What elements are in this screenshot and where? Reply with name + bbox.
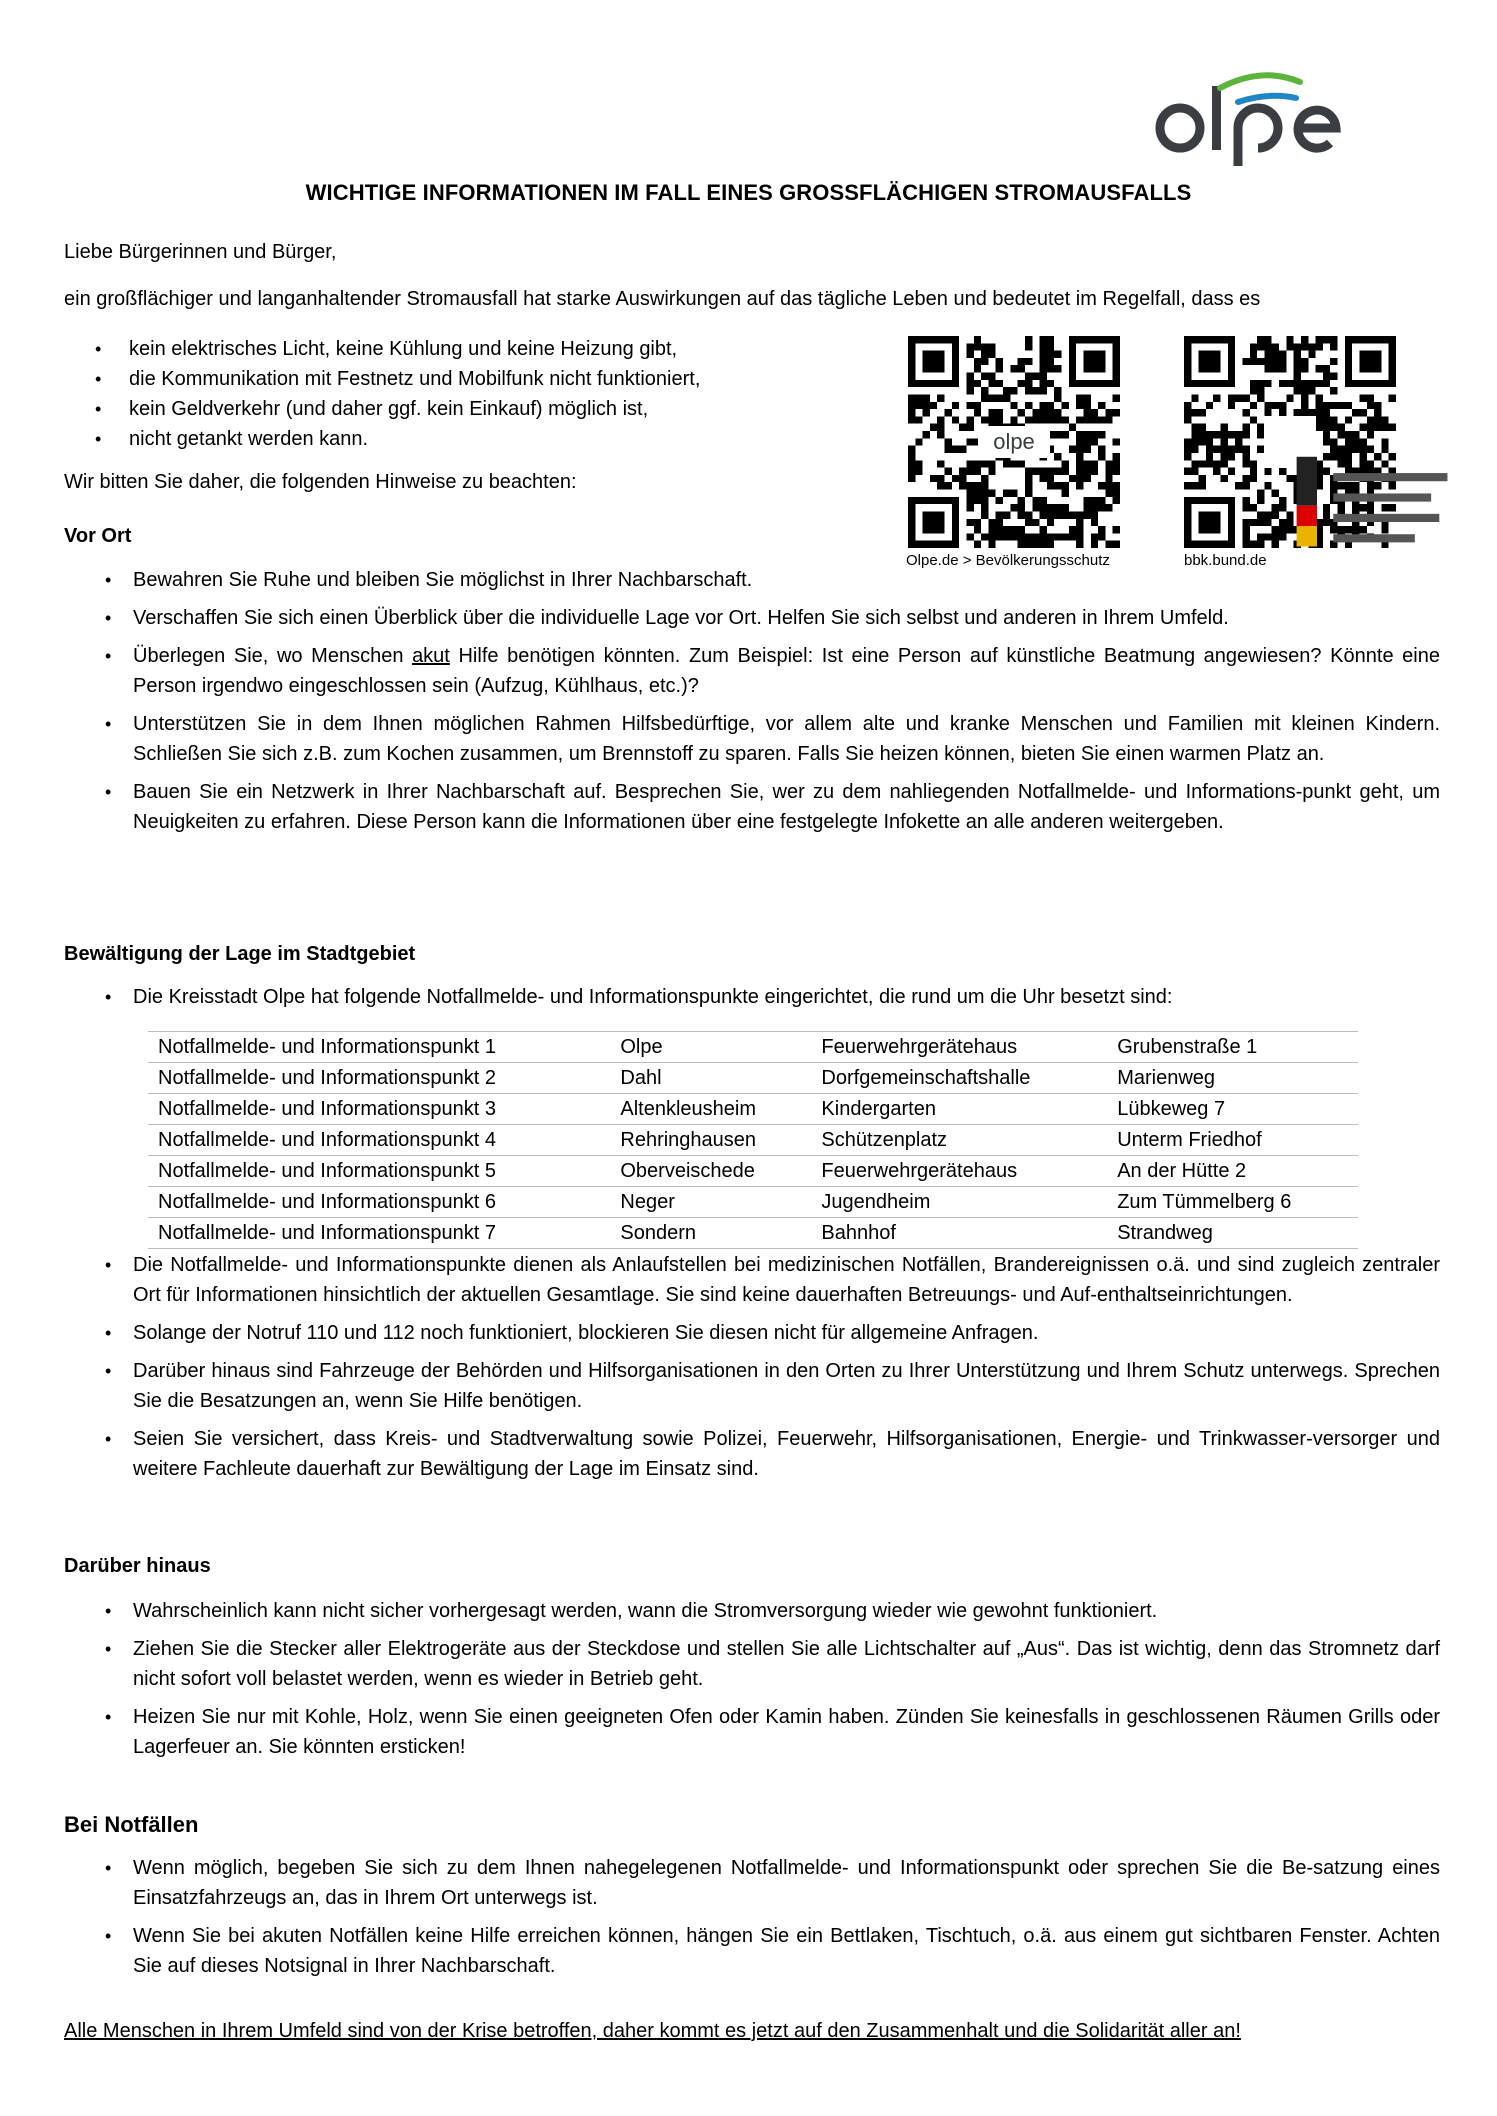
table-row <box>148 1218 1358 1249</box>
address-cell: Lübkeweg 7 <box>1107 1094 1358 1125</box>
table-row <box>148 1063 1358 1094</box>
facility-cell: Feuerwehrgerätehaus <box>811 1156 1107 1187</box>
impact-item: • kein Geldverkehr (und daher ggf. kein Einkauf) möglich ist, <box>95 394 700 424</box>
olpe-logo <box>1150 68 1365 168</box>
impact-list <box>95 334 700 454</box>
facility-cell: Dorfgemeinschaftshalle <box>811 1063 1107 1094</box>
location-cell: Olpe <box>610 1032 811 1063</box>
federal-eagle-icon <box>1264 416 1316 468</box>
address-cell: Grubenstraße 1 <box>1107 1032 1358 1063</box>
list-item: • Ziehen Sie die Stecker aller Elektrogeräte aus der Steckdose und stellen Sie alle Lichtschalter auf „Aus“. Das ist wichtig, denn das Stromnetz darf nicht sofort voll belastet werden, wenn es wieder in Betrieb geht. <box>105 1634 1440 1694</box>
point-name-cell: Notfallmelde- und Informationspunkt 4 <box>148 1125 610 1156</box>
request-text: Wir bitten Sie daher, die folgenden Hinweise zu beachten: <box>64 471 577 493</box>
list-item: • Wahrscheinlich kann nicht sicher vorhergesagt werden, wann die Stromversorgung wieder wie gewohnt funktioniert. <box>105 1596 1440 1626</box>
point-name-cell: Notfallmelde- und Informationspunkt 2 <box>148 1063 610 1094</box>
table-row <box>148 1156 1358 1187</box>
closing-statement: Alle Menschen in Ihrem Umfeld sind von der Krise betroffen, daher kommt es jetzt auf den Zusammenhalt und die Solidarität aller an! <box>64 2020 1241 2042</box>
table-row <box>148 1032 1358 1063</box>
greeting: Liebe Bürgerinnen und Bürger, <box>64 241 337 263</box>
location-cell: Sondern <box>610 1218 811 1249</box>
list-item: • Seien Sie versichert, dass Kreis- und Stadtverwaltung sowie Polizei, Feuerwehr, Hilfsorganisationen, Energie- und Trinkwasser-versorger und weitere Fachleute dauerhaft zur Bewältigung der Lage im Einsatz sind. <box>105 1424 1440 1484</box>
heading-bei-notfaellen: Bei Notfällen <box>64 1812 199 1837</box>
impact-item: • die Kommunikation mit Festnetz und Mobilfunk nicht funktioniert, <box>95 364 700 394</box>
table-row <box>148 1187 1358 1218</box>
list-item: • Heizen Sie nur mit Kohle, Holz, wenn Sie einen geeigneten Ofen oder Kamin haben. Zünden Sie keinesfalls in geschlossenen Räumen Grills oder Lagerfeuer an. Sie könnten ersticken! <box>105 1702 1440 1762</box>
heading-stadtgebiet: Bewältigung der Lage im Stadtgebiet <box>64 943 416 965</box>
facility-cell: Kindergarten <box>811 1094 1107 1125</box>
heading-darueber-hinaus: Darüber hinaus <box>64 1555 211 1577</box>
location-cell: Neger <box>610 1187 811 1218</box>
address-cell: Unterm Friedhof <box>1107 1125 1358 1156</box>
intro-text: ein großflächiger und langanhaltender Stromausfall hat starke Auswirkungen auf das tägliche Leben und bedeutet im Regelfall, dass es <box>64 288 1261 310</box>
darueber-list <box>105 1596 1440 1762</box>
location-cell: Oberveischede <box>610 1156 811 1187</box>
list-item: • Bauen Sie ein Netzwerk in Ihrer Nachbarschaft auf. Besprechen Sie, wer zu dem nahliegenden Notfallmelde- und Informations-punkt geht, um Neuigkeiten zu erfahren. Diese Person kann die Informationen über eine festgelegte Infokette an alle anderen weitergeben. <box>105 777 1440 837</box>
point-name-cell: Notfallmelde- und Informationspunkt 1 <box>148 1032 610 1063</box>
emphasis-akut: akut <box>412 645 450 667</box>
stadtgebiet-intro-list <box>105 982 1440 1012</box>
vor-ort-list <box>105 565 1440 837</box>
facility-cell: Bahnhof <box>811 1218 1107 1249</box>
list-item: • Wenn möglich, begeben Sie sich zu dem Ihnen nahegelegenen Notfallmelde- und Informationspunkt oder sprechen Sie die Be-satzung eines Einsatzfahrzeugs an, das in Ihrem Ort unterwegs ist. <box>105 1853 1440 1913</box>
impact-item: • kein elektrisches Licht, keine Kühlung und keine Heizung gibt, <box>95 334 700 364</box>
facility-cell: Feuerwehrgerätehaus <box>811 1032 1107 1063</box>
page-title: WICHTIGE INFORMATIONEN IM FALL EINES GROSSFLÄCHIGEN STROMAUSFALLS <box>305 180 1192 205</box>
point-name-cell: Notfallmelde- und Informationspunkt 7 <box>148 1218 610 1249</box>
list-item: • Solange der Notruf 110 und 112 noch funktioniert, blockieren Sie diesen nicht für allgemeine Anfragen. <box>105 1318 1440 1348</box>
list-item: • Darüber hinaus sind Fahrzeuge der Behörden und Hilfsorganisationen in den Orten zu Ihrer Unterstützung und Ihrem Schutz unterwegs. Sprechen Sie die Besatzungen an, wenn Sie Hilfe benötigen. <box>105 1356 1440 1416</box>
location-cell: Dahl <box>610 1063 811 1094</box>
location-cell: Rehringhausen <box>610 1125 811 1156</box>
qr-caption-olpe: Olpe.de > Bevölkerungsschutz <box>906 552 1110 569</box>
table-row <box>148 1094 1358 1125</box>
address-cell: An der Hütte 2 <box>1107 1156 1358 1187</box>
address-cell: Strandweg <box>1107 1218 1358 1249</box>
point-name-cell: Notfallmelde- und Informationspunkt 6 <box>148 1187 610 1218</box>
list-item: • Die Notfallmelde- und Informationspunkte dienen als Anlaufstellen bei medizinischen Notfällen, Brandereignissen o.ä. und sind zugleich zentraler Ort für Informationen hinsichtlich der aktuellen Gesamtlage. Sie sind keine dauerhaften Betreuungs- und Auf-enthaltseinrichtungen. <box>105 1250 1440 1310</box>
qr-code-bbk[interactable] <box>1184 336 1396 548</box>
list-item: • Die Kreisstadt Olpe hat folgende Notfallmelde- und Informationspunkte eingerichtet, die rund um die Uhr besetzt sind: <box>105 982 1440 1012</box>
address-cell: Zum Tümmelberg 6 <box>1107 1187 1358 1218</box>
notfaelle-list <box>105 1853 1440 1981</box>
table-row <box>148 1125 1358 1156</box>
impact-item: • nicht getankt werden kann. <box>95 424 700 454</box>
list-item: • Unterstützen Sie in dem Ihnen möglichen Rahmen Hilfsbedürftige, vor allem alte und kranke Menschen und Familien mit kleinen Kindern. Schließen Sie sich z.B. zum Kochen zusammen, um Brennstoff zu sparen. Falls Sie heizen können, bieten Sie einen warmen Platz an. <box>105 709 1440 769</box>
list-item: • Bewahren Sie Ruhe und bleiben Sie möglichst in Ihrer Nachbarschaft. <box>105 565 1440 595</box>
stadtgebiet-list <box>105 1250 1440 1484</box>
location-cell: Altenkleusheim <box>610 1094 811 1125</box>
heading-vor-ort: Vor Ort <box>64 525 132 547</box>
point-name-cell: Notfallmelde- und Informationspunkt 3 <box>148 1094 610 1125</box>
list-item: • Überlegen Sie, wo Menschen akut Hilfe benötigen könnten. Zum Beispiel: Ist eine Person auf künstliche Beatmung angewiesen? Könnte eine Person irgendwo eingeschlossen sein (Aufzug, Kühlhaus, etc.)? <box>105 641 1440 701</box>
list-item: • Verschaffen Sie sich einen Überblick über die individuelle Lage vor Ort. Helfen Sie sich selbst und anderen in Ihrem Umfeld. <box>105 603 1440 633</box>
qr-olpe-center-label: olpe <box>978 426 1050 458</box>
qr-code-olpe[interactable] <box>908 336 1120 548</box>
point-name-cell: Notfallmelde- und Informationspunkt 5 <box>148 1156 610 1187</box>
facility-cell: Jugendheim <box>811 1187 1107 1218</box>
facility-cell: Schützenplatz <box>811 1125 1107 1156</box>
qr-caption-bbk: bbk.bund.de <box>1184 552 1267 569</box>
list-item: • Wenn Sie bei akuten Notfällen keine Hilfe erreichen können, hängen Sie ein Bettlaken, Tischtuch, o.ä. aus einem gut sichtbaren Fenster. Achten Sie auf dieses Notsignal in Ihrer Nachbarschaft. <box>105 1921 1440 1981</box>
notfallpunkte-table <box>148 1031 1358 1249</box>
address-cell: Marienweg <box>1107 1063 1358 1094</box>
